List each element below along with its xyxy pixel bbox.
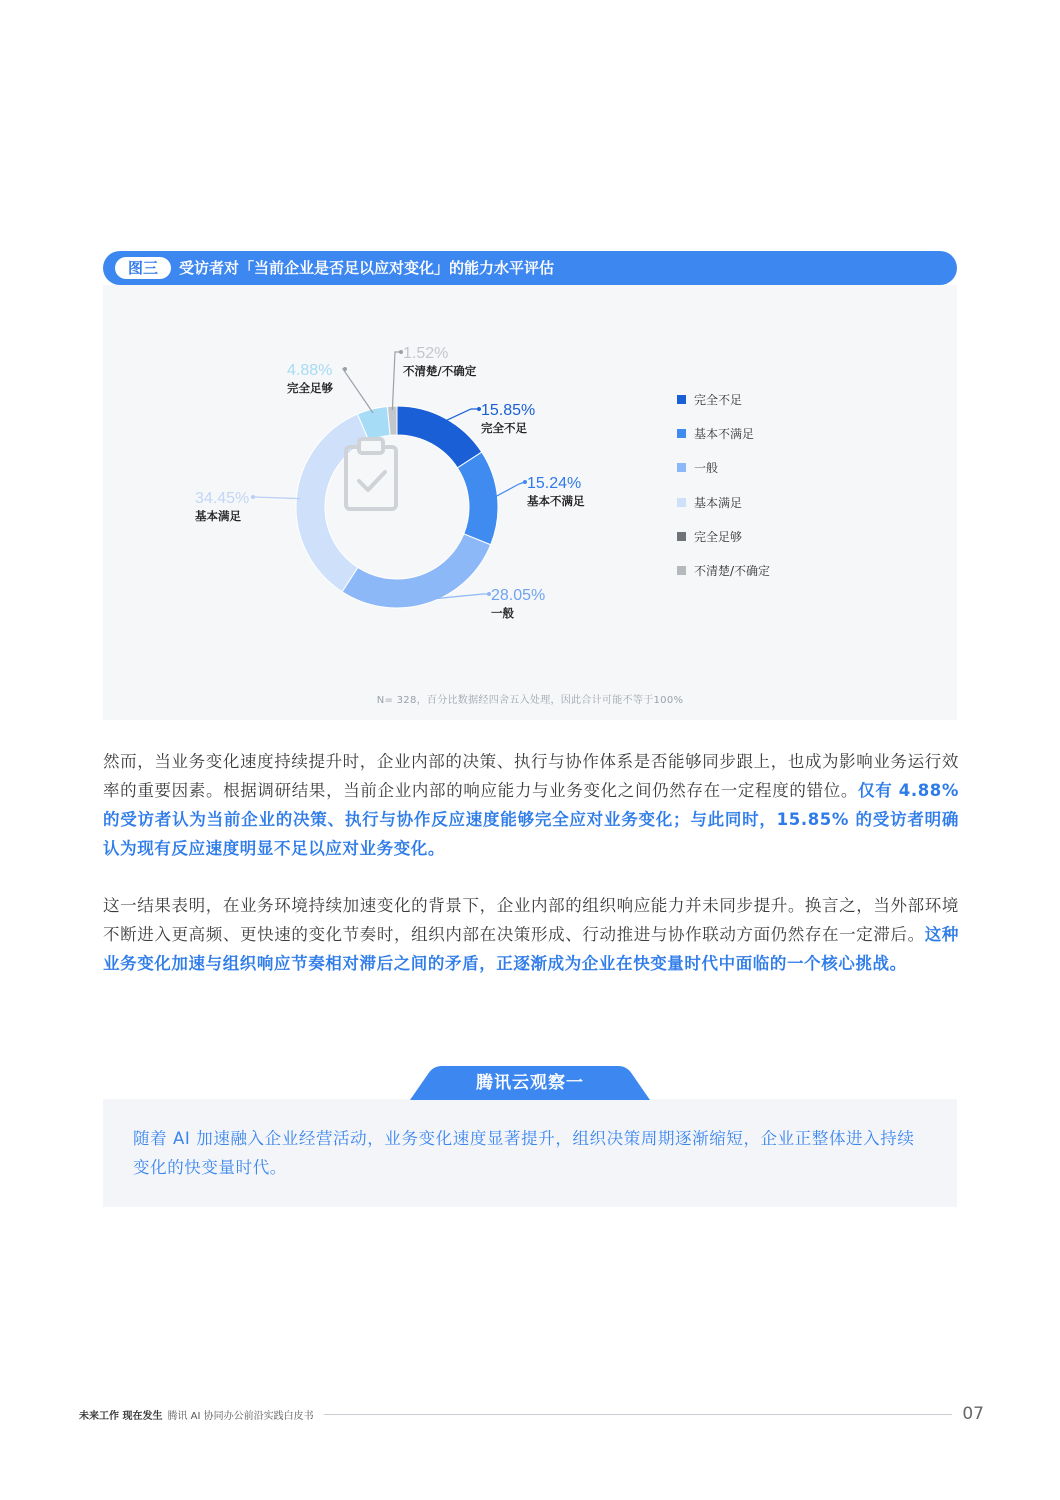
body-paragraph-2 <box>103 891 959 978</box>
body-paragraph-1 <box>103 747 959 863</box>
category-label-5: 完全足够 <box>287 381 333 395</box>
category-label-4: 基本满足 <box>195 509 241 523</box>
legend-item-1 <box>677 389 877 409</box>
leader-dot-4 <box>251 495 255 499</box>
value-label-2: 15.24% <box>527 475 582 492</box>
legend-swatch-1 <box>677 395 686 404</box>
legend-item-6 <box>677 561 877 581</box>
chart-legend <box>677 389 877 595</box>
observation-tab <box>410 1066 650 1100</box>
value-label-6: 1.52% <box>403 345 449 362</box>
legend-swatch-3 <box>677 463 686 472</box>
paragraph-2-highlight: 这种业务变化加速与组织响应节奏相对滞后之间的矛盾，正逐渐成为企业在快变量时代中面临的一个核心挑战。 <box>103 925 959 973</box>
category-label-1: 完全不足 <box>481 421 527 435</box>
leader-line-2 <box>494 482 525 498</box>
page-footer <box>79 1403 984 1425</box>
legend-label-5: 完全足够 <box>694 530 743 545</box>
chart-note: N= 328，百分比数据经四舍五入处理，因此合计可能不等于100% <box>376 695 684 706</box>
leader-line-4 <box>253 497 300 499</box>
value-label-1: 15.85% <box>481 402 536 419</box>
legend-label-3: 一般 <box>694 461 719 476</box>
legend-swatch-6 <box>677 566 686 575</box>
value-label-5: 4.88% <box>287 362 333 379</box>
legend-swatch-2 <box>677 429 686 438</box>
leader-line-6 <box>392 352 401 410</box>
category-label-6: 不清楚/不确定 <box>403 364 477 378</box>
figure-title: 受访者对「当前企业是否足以应对变化」的能力水平评估 <box>179 259 555 277</box>
footer-divider <box>324 1414 953 1415</box>
chart-panel <box>103 285 957 720</box>
footer-subtitle: 腾讯 AI 协同办公前沿实践白皮书 <box>167 1410 314 1422</box>
legend-item-2 <box>677 423 877 443</box>
category-label-2: 基本不满足 <box>527 494 585 508</box>
donut-slice-1 <box>397 406 482 468</box>
footer-brand: 未来工作 现在发生 <box>79 1410 163 1422</box>
legend-label-2: 基本不满足 <box>694 426 755 441</box>
legend-label-4: 基本满足 <box>694 495 743 510</box>
donut-slice-2 <box>457 452 498 545</box>
legend-swatch-4 <box>677 498 686 507</box>
leader-line-1 <box>443 409 479 422</box>
legend-item-4 <box>677 492 877 512</box>
value-label-3: 28.05% <box>491 587 546 604</box>
category-label-3: 一般 <box>491 606 514 620</box>
legend-swatch-5 <box>677 532 686 541</box>
legend-label-1: 完全不足 <box>694 392 743 407</box>
observation-title: 腾讯云观察一 <box>476 1073 584 1093</box>
observation-text: 随着 AI 加速融入企业经营活动，业务变化速度显著提升，组织决策周期逐渐缩短，企业正整体进入持续变化的快变量时代。 <box>133 1129 915 1177</box>
legend-label-6: 不清楚/不确定 <box>694 564 771 579</box>
paragraph-2-text: 这一结果表明，在业务环境持续加速变化的背景下，企业内部的组织响应能力并未同步提升。换言之，当外部环境不断进入更高频、更快速的变化节奏时，组织内部在决策形成、行动推进与协作联动方面仍然存在一定滞后。 <box>103 896 959 944</box>
donut-slice-3 <box>342 534 491 608</box>
observation-box <box>103 1099 957 1207</box>
value-label-4: 34.45% <box>195 490 250 507</box>
page-number: 07 <box>962 1404 984 1424</box>
legend-item-3 <box>677 458 877 478</box>
legend-item-5 <box>677 527 877 547</box>
figure-tag: 图三 <box>115 257 171 279</box>
paragraph-1-highlight: 仅有 4.88% 的受访者认为当前企业的决策、执行与协作反应速度能够完全应对业务变化；与此同时，15.85% 的受访者明确认为现有反应速度明显不足以应对业务变化。 <box>103 781 959 858</box>
figure-header <box>103 251 957 285</box>
leader-line-5 <box>343 369 373 413</box>
leader-dot-5 <box>343 367 347 371</box>
paragraph-1-text: 然而，当业务变化速度持续提升时，企业内部的决策、执行与协作体系是否能够同步跟上，也成为影响业务运行效率的重要因素。根据调研结果，当前企业内部的响应能力与业务变化之间仍然存在一定程度的错位。 <box>103 752 959 800</box>
